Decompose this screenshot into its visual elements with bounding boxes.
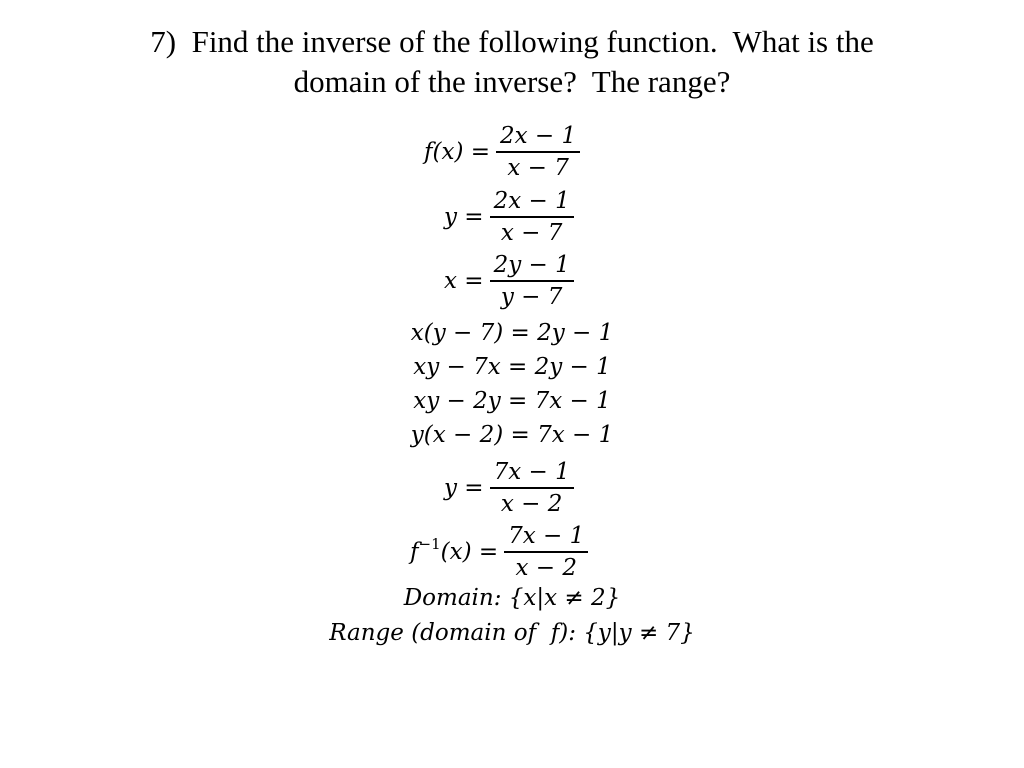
inverse-f: f (410, 539, 419, 565)
numerator: 2x − 1 (500, 123, 577, 150)
step-collect-y-terms: xy − 2y = 7x − 1 (413, 388, 611, 414)
fraction (496, 121, 580, 183)
title-line-1: 7) Find the inverse of the following function. What is the (150, 24, 874, 59)
numerator: 7x − 1 (508, 523, 585, 550)
title-line-2: domain of the inverse? The range? (293, 64, 731, 99)
denominator: y − 7 (500, 283, 563, 310)
numerator: 2x − 1 (493, 188, 570, 215)
inverse-arg: (x) = (440, 539, 499, 565)
denominator: x − 2 (515, 554, 577, 581)
fraction (490, 250, 574, 312)
range-answer: Range (domain of f): {y|y ≠ 7} (329, 620, 695, 646)
denominator: x − 7 (500, 219, 563, 246)
fraction (490, 457, 574, 519)
problem-title (60, 22, 964, 102)
step-distribute: xy − 7x = 2y − 1 (413, 354, 611, 380)
step-lhs: y = (444, 475, 484, 501)
step-lhs: x = (444, 268, 484, 294)
numerator: 7x − 1 (493, 459, 570, 486)
step-replace-with-y (444, 182, 574, 252)
step-lhs: f(x) = (424, 139, 491, 165)
step-lhs: y = (444, 204, 484, 230)
denominator: x − 2 (500, 490, 563, 517)
domain-answer: Domain: {x|x ≠ 2} (403, 585, 621, 611)
numerator: 2y − 1 (493, 252, 570, 279)
step-factor-y: y(x − 2) = 7x − 1 (410, 422, 614, 448)
inverse-superscript: −1 (418, 535, 441, 553)
step-inverse-function (410, 517, 588, 587)
step-lhs (410, 535, 504, 565)
step-swap-variables (444, 246, 574, 316)
denominator: x − 7 (507, 154, 569, 181)
step-cross-multiply: x(y − 7) = 2y − 1 (410, 320, 614, 346)
fraction (504, 521, 588, 583)
step-function-definition (424, 117, 580, 187)
step-solve-for-y (444, 453, 574, 523)
fraction (490, 186, 574, 248)
